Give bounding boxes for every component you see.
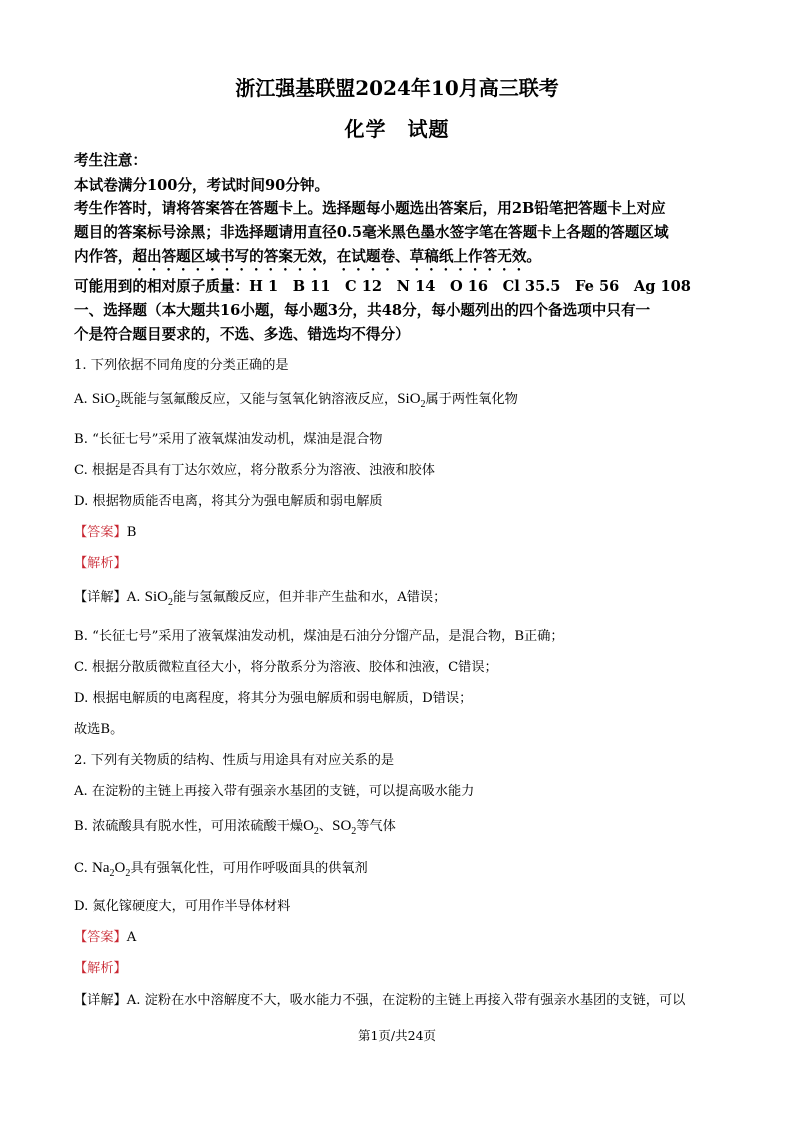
answer-tag: 【答案】: [74, 930, 127, 945]
formula-sub: 2: [109, 868, 115, 879]
q1-option-c: C. 根据是否具有丁达尔效应，将分散系分为溶液、浊液和胶体: [74, 463, 435, 478]
q1-option-a: [74, 388, 518, 410]
answer-tag: 【答案】: [74, 525, 127, 540]
notice-line-2: 考生作答时，请将答案答在答题卡上。选择题每小题选出答案后，用2B铅笔把答题卡上对应: [74, 200, 666, 217]
q2-answer: [74, 926, 136, 945]
sio2-formula: [144, 589, 174, 608]
atomic-masses: 可能用到的相对原子质量：H 1 B 11 C 12 N 14 O 16 Cl 35.5 Fe 56 Ag 108: [74, 278, 691, 295]
formula-main: Na: [92, 860, 110, 876]
section-heading-line-2: 个是符合题目要求的，不选、多选、错选均不得分）: [74, 326, 410, 343]
page-footer: 第1页/共24页: [357, 1028, 437, 1043]
exam-subject: 化学 试题: [344, 117, 450, 141]
notice-line-4-start: 内作答，: [74, 248, 133, 265]
formula-main: O: [114, 860, 126, 876]
detail-a-label: A.: [126, 590, 145, 605]
formula-sub: 2: [420, 399, 426, 410]
formula-sub: 2: [168, 597, 174, 608]
q2-option-d: D. 氮化镓硬度大，可用作半导体材料: [74, 899, 291, 914]
o2-formula: [303, 818, 319, 837]
notice-line-1: 本试卷满分100分，考试时间90分钟。: [74, 177, 330, 194]
formula-sub: 2: [125, 868, 131, 879]
q1-detail-b: B. “长征七号”采用了液氧煤油发动机，煤油是石油分分馏产品，是混合物，B正确；: [74, 629, 564, 644]
sio2-formula: [397, 391, 426, 410]
separator: 、: [318, 819, 333, 834]
detail-a-text: A. 淀粉在水中溶解度不大，吸水能力不强，在淀粉的主链上再接入带有强亲水基团的支链，可以: [126, 993, 686, 1008]
q1-option-d: D. 根据物质能否电离，将其分为强电解质和弱电解质: [74, 494, 383, 509]
q1-option-a-label: A.: [74, 392, 92, 407]
q2-detail-a: [74, 989, 685, 1008]
q1-option-a-end: 属于两性氧化物: [425, 392, 518, 407]
q2-analysis-tag: 【解析】: [74, 961, 127, 976]
q2-option-b-end: 等气体: [356, 819, 396, 834]
q2-option-c-label: C.: [74, 861, 93, 876]
formula-sub: 2: [313, 826, 319, 837]
q2-stem: 2. 下列有关物质的结构、性质与用途具有对应关系的是: [74, 753, 395, 768]
q2-option-b: [74, 815, 396, 837]
na2o2-formula: [92, 860, 131, 879]
formula-main: O: [303, 818, 314, 834]
q1-option-b: B. “长征七号”采用了液氧煤油发动机，煤油是混合物: [74, 432, 383, 447]
formula-sub: 2: [115, 399, 121, 410]
notice-line-3: 题目的答案标号涂黑；非选择题请用直径0.5毫米黑色墨水签字笔在答题卡上各题的答题区域: [74, 224, 669, 241]
notice-heading: 考生注意：: [74, 152, 147, 169]
q1-analysis-tag: 【解析】: [74, 556, 127, 571]
formula-main: SiO: [91, 391, 116, 407]
q1-conclusion: 故选B。: [74, 722, 124, 737]
q2-option-c: [74, 857, 368, 879]
formula-main: SiO: [397, 391, 421, 407]
q1-detail-c: C. 根据分散质微粒直径大小，将分散系分为溶液、胶体和浊液，C错误；: [74, 660, 498, 675]
q1-option-a-text: 既能与氢氟酸反应，又能与氢氧化钠溶液反应，: [120, 392, 398, 407]
formula-main: SO: [332, 818, 352, 834]
q1-detail-d: D. 根据电解质的电离程度，将其分为强电解质和弱电解质，D错误；: [74, 691, 473, 706]
q2-option-c-text: 具有强氧化性，可用作呼吸面具的供氧剂: [130, 861, 368, 876]
formula-sub: 2: [351, 826, 357, 837]
q1-answer: [74, 521, 136, 540]
q1-detail-a: [74, 586, 446, 608]
q2-option-a: A. 在淀粉的主链上再接入带有强亲水基团的支链，可以提高吸水能力: [74, 784, 475, 799]
sio2-formula: [91, 391, 121, 410]
exam-title: 浙江强基联盟2024年10月高三联考: [235, 76, 559, 100]
section-heading-line-1: 一、选择题（本大题共16小题，每小题3分，共48分，每小题列出的四个备选项中只有一: [74, 302, 651, 319]
detail-a-text: 能与氢氟酸反应，但并非产生盐和水，A错误；: [173, 590, 447, 605]
notice-line-4: [74, 245, 541, 274]
notice-line-4-emphasis: 超出答题区域书写的答案无效，在试题卷、草稿纸上作答无效。: [132, 248, 542, 265]
q2-option-b-text: B. 浓硫酸具有脱水性，可用浓硫酸干燥: [74, 819, 304, 834]
detail-tag: 【详解】: [74, 993, 127, 1008]
q1-stem: 1. 下列依据不同角度的分类正确的是: [74, 358, 289, 373]
answer-value: A: [126, 930, 137, 945]
answer-value: B: [126, 525, 137, 540]
formula-main: SiO: [144, 589, 169, 605]
so2-formula: [332, 818, 357, 837]
detail-tag: 【详解】: [74, 590, 127, 605]
